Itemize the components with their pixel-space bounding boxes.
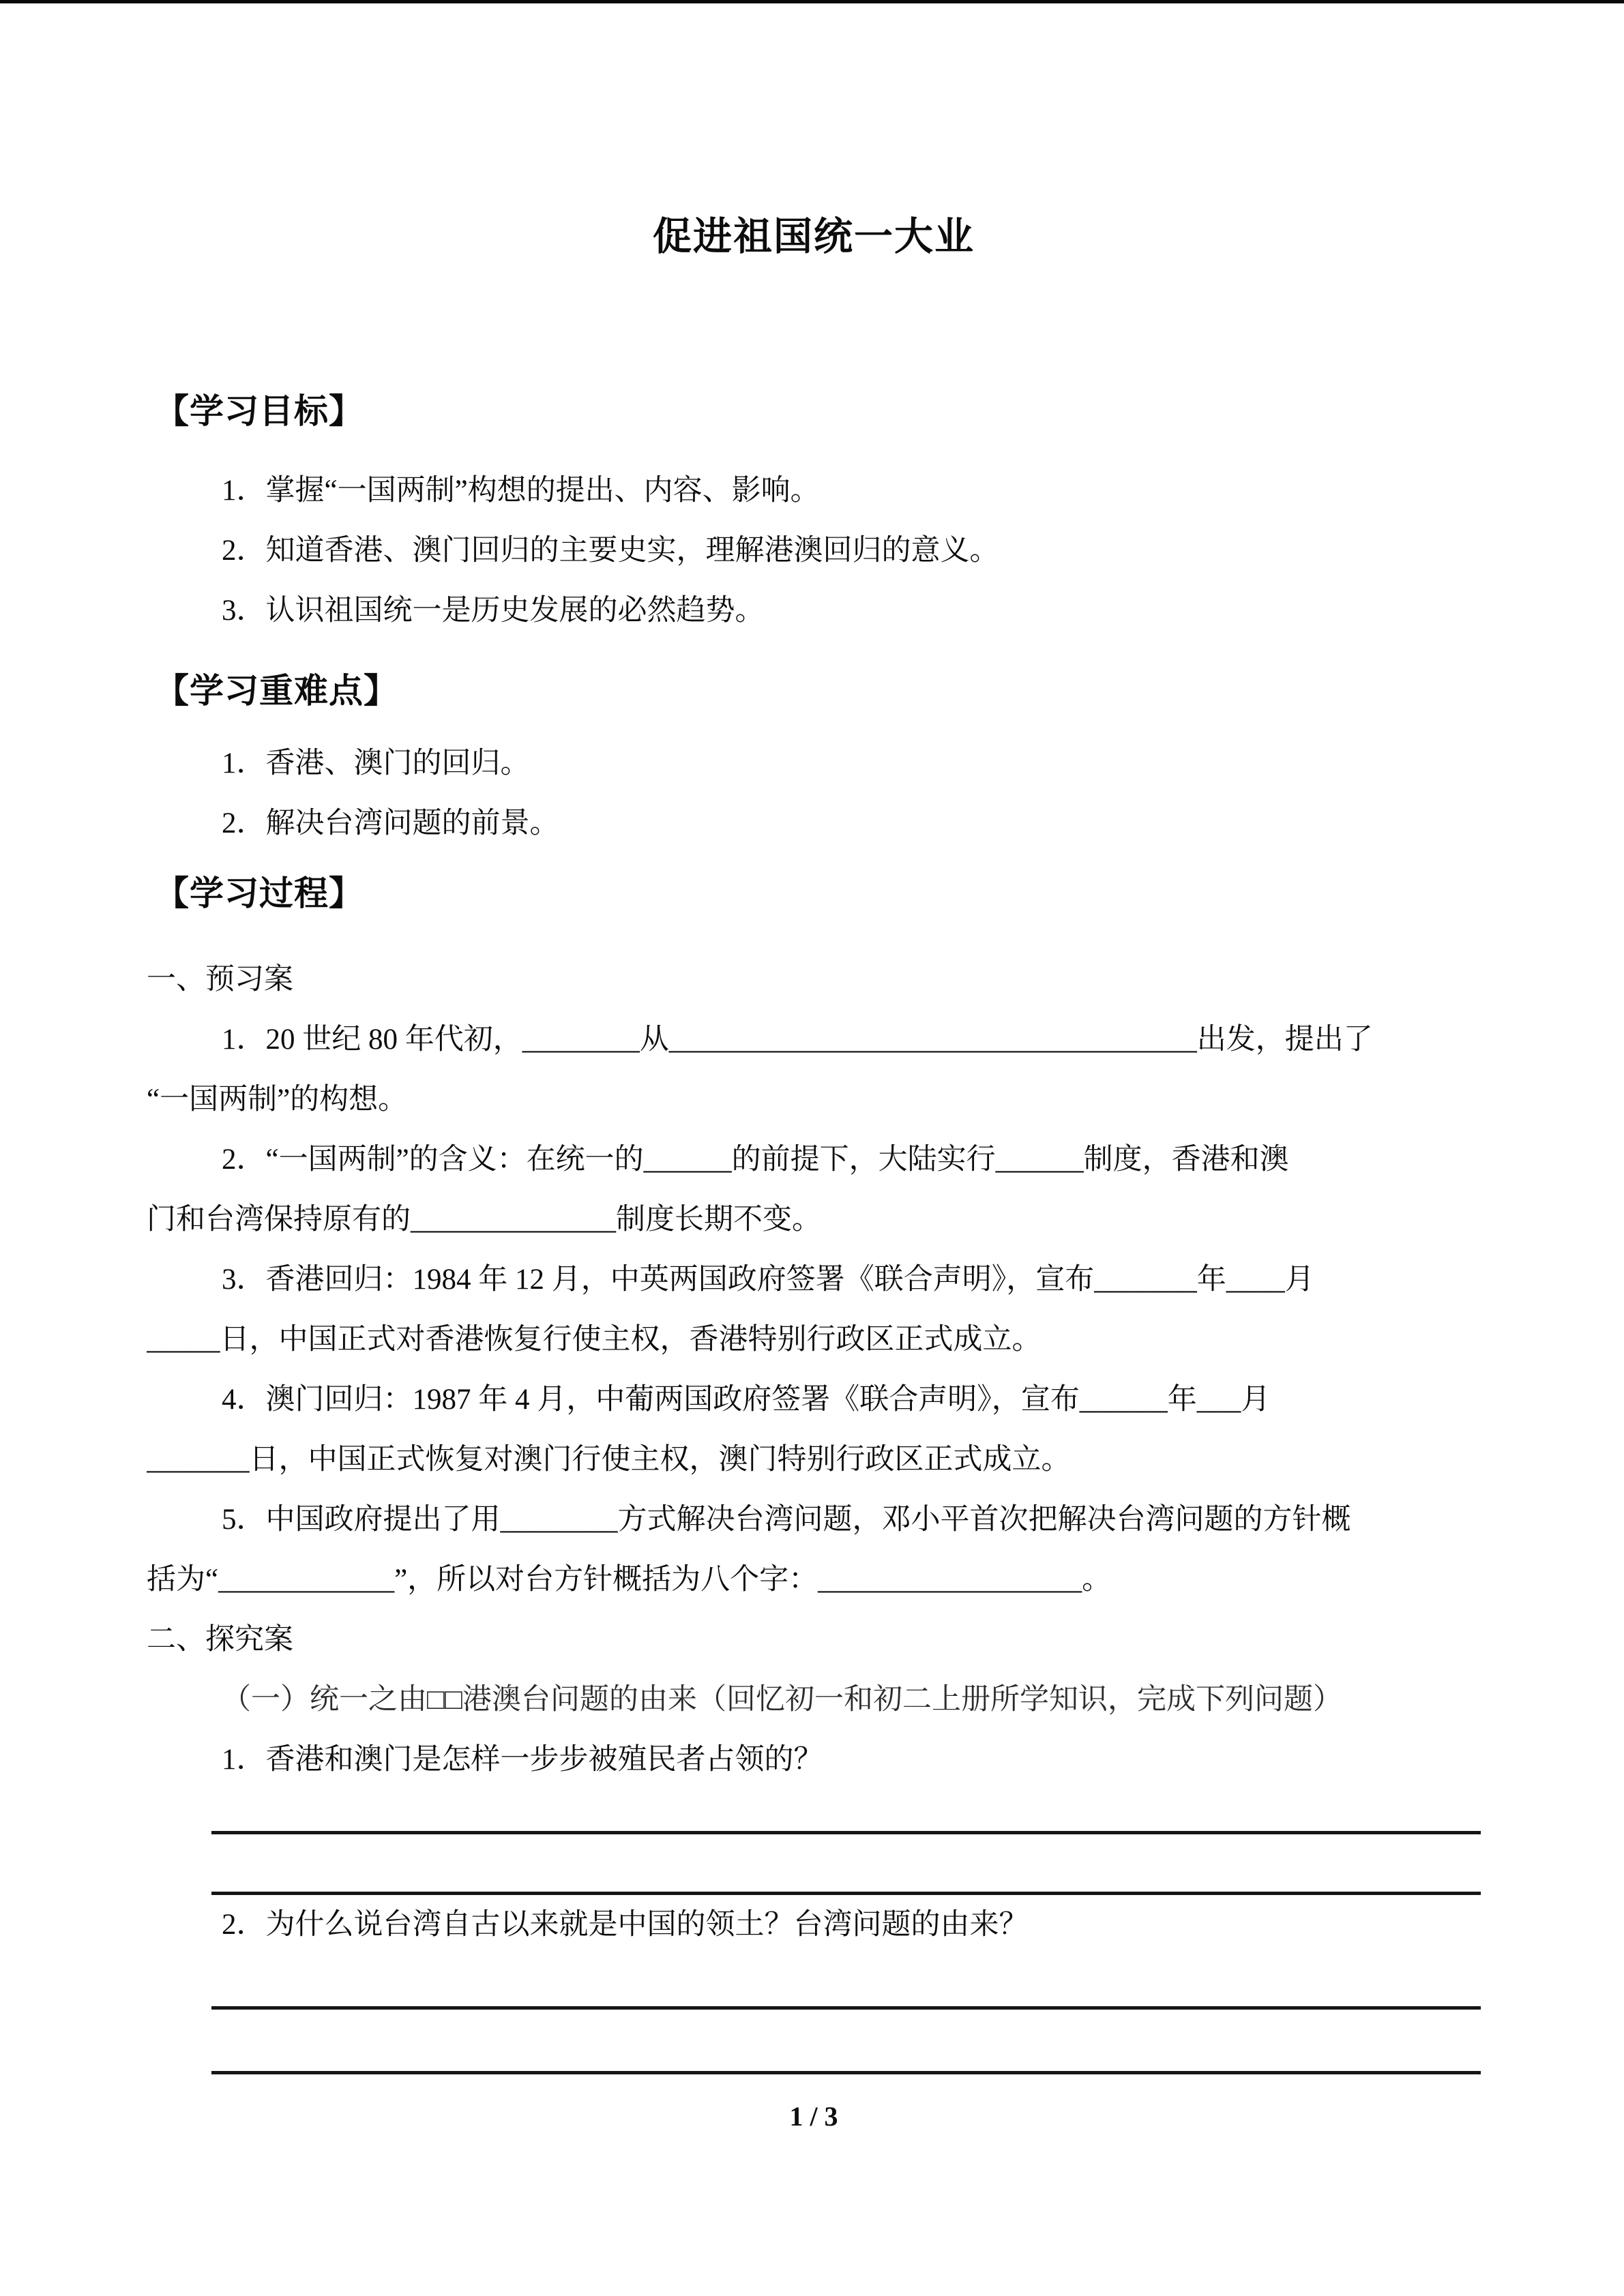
preview-q3-line-2: _____日，中国正式对香港恢复行使主权，香港特别行政区正式成立。 xyxy=(147,1324,1042,1356)
preview-q1-line-2: “一国两制”的构想。 xyxy=(147,1084,408,1116)
preview-q4-line-1: 4．澳门回归：1987 年 4 月，中葡两国政府签署《联合声明》，宣布______年___月 xyxy=(222,1384,1271,1416)
preview-q5-line-1: 5．中国政府提出了用________方式解决台湾问题，邓小平首次把解决台湾问题的方针概 xyxy=(222,1504,1351,1536)
objective-item-2: 2．知道香港、澳门回归的主要史实，理解港澳回归的意义。 xyxy=(222,535,999,567)
explore-section-heading: 二、探究案 xyxy=(147,1624,293,1656)
preview-q4-line-2: _______日，中国正式恢复对澳门行使主权，澳门特别行政区正式成立。 xyxy=(147,1444,1071,1476)
answer-blank-line xyxy=(211,1790,1481,1834)
key-point-item-1: 1．香港、澳门的回归。 xyxy=(222,747,530,779)
section-heading-key-points: 【学习重难点】 xyxy=(155,672,398,710)
objective-item-1: 1．掌握“一国两制”构想的提出、内容、影响。 xyxy=(222,475,820,507)
explore-question-1: 1．香港和澳门是怎样一步步被殖民者占领的？ xyxy=(222,1744,823,1776)
answer-blank-line xyxy=(211,2010,1481,2074)
preview-q5-line-2: 括为“____________”，所以对台方针概括为八个字：__________________。 xyxy=(147,1564,1112,1596)
document-title: 促进祖国统一大业 xyxy=(653,215,975,258)
answer-blank-line xyxy=(211,1955,1481,2010)
answer-blank-line xyxy=(211,1834,1481,1895)
section-heading-objectives: 【学习目标】 xyxy=(155,392,364,430)
explore-question-2: 2．为什么说台湾自古以来就是中国的领土？台湾问题的由来？ xyxy=(222,1909,1029,1941)
preview-q1-line-1: 1．20 世纪 80 年代初，________从____________________________________出发，提出了 xyxy=(222,1024,1373,1056)
objective-item-3: 3．认识祖国统一是历史发展的必然趋势。 xyxy=(222,595,765,627)
document-content xyxy=(0,205,1624,2137)
page-number: 1 / 3 xyxy=(789,2101,838,2132)
key-point-item-2: 2．解决台湾问题的前景。 xyxy=(222,807,559,839)
preview-q2-line-2: 门和台湾保持原有的______________制度长期不变。 xyxy=(147,1204,821,1236)
explore-intro-line: （一）统一之由□□港澳台问题的由来（回忆初一和初二上册所学知识，完成下列问题） xyxy=(222,1684,1342,1716)
section-heading-process: 【学习过程】 xyxy=(155,874,364,912)
preview-q2-line-1: 2．“一国两制”的含义：在统一的______的前提下，大陆实行______制度，香港和澳 xyxy=(222,1144,1289,1176)
preview-q3-line-1: 3．香港回归：1984 年 12 月，中英两国政府签署《联合声明》，宣布_______年____月 xyxy=(222,1264,1314,1296)
preview-section-heading: 一、预习案 xyxy=(147,964,293,996)
top-edge-bar xyxy=(0,0,1624,3)
